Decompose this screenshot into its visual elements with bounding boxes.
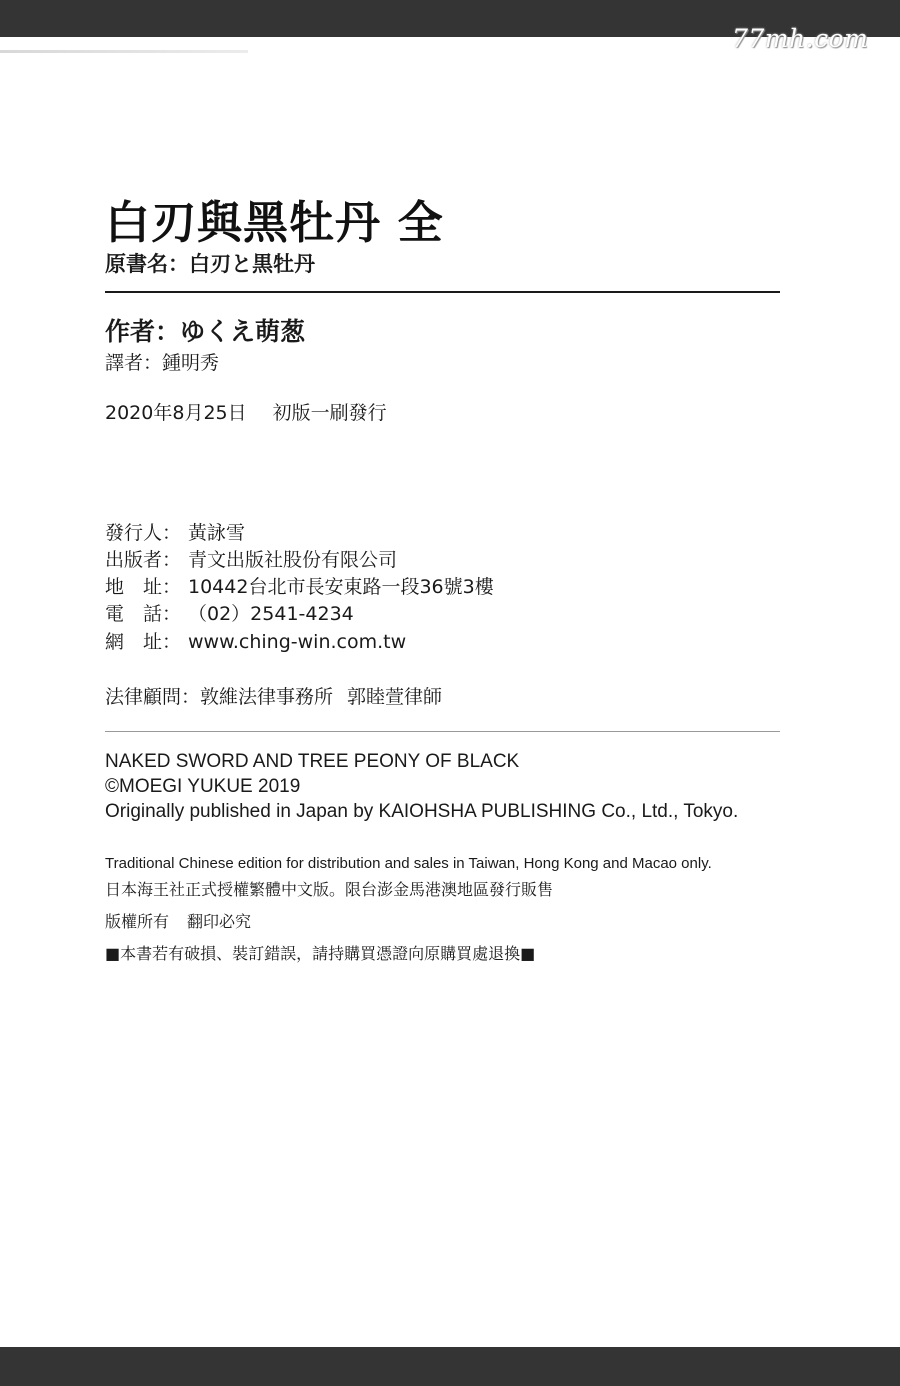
book-title: 白刃與黑牡丹 全 <box>105 196 444 249</box>
rights-reserved: 版權所有 <box>105 912 170 931</box>
section-divider <box>105 731 780 732</box>
legal-counsel-line <box>105 682 442 709</box>
original-title: 原書名：白刃と黒牡丹 <box>105 252 315 276</box>
legal-firm: 敦維法律事務所 <box>200 686 334 708</box>
author-line: 作者：ゆくえ萌葱 <box>105 317 306 346</box>
rights-line <box>105 909 251 932</box>
publisher-row-value: 10442台北市長安東路一段36號3樓 <box>188 576 494 598</box>
page-edge-shadow <box>0 50 248 53</box>
reprint-prohibited: 翻印必究 <box>187 912 252 931</box>
publisher-row-phone <box>105 599 354 626</box>
publisher-row-label: 電 話： <box>105 603 182 625</box>
legal-lawyer: 郭睦萱律師 <box>347 686 443 708</box>
publisher-row-value: （02）2541-4234 <box>188 603 354 625</box>
publisher-row-label: 出版者： <box>105 549 182 571</box>
publisher-row-value: www.ching-win.com.tw <box>188 631 407 653</box>
translator-line: 譯者：鍾明秀 <box>105 352 220 374</box>
title-divider <box>105 291 780 293</box>
publisher-row-address <box>105 572 494 599</box>
publisher-row-issuer <box>105 518 245 545</box>
distribution-english: Traditional Chinese edition for distribution and sales in Taiwan, Hong Kong and Macao only. <box>105 855 712 872</box>
publisher-row-website <box>105 627 406 654</box>
publisher-row-label: 發行人： <box>105 522 182 544</box>
legal-label: 法律顧問： <box>105 686 201 708</box>
copyright-line: ©MOEGI YUKUE 2019 <box>105 776 301 797</box>
publisher-row-value: 黃詠雪 <box>188 522 246 544</box>
publisher-row-label: 網 址： <box>105 631 182 653</box>
watermark: 77mh.com <box>732 24 869 53</box>
bottom-dark-bar <box>0 1347 900 1386</box>
publisher-row-label: 地 址： <box>105 576 182 598</box>
publication-date-line <box>105 398 387 425</box>
distribution-chinese: 日本海王社正式授權繁體中文版。限台澎金馬港澳地區發行販售 <box>105 880 554 899</box>
publisher-row-value: 青文出版社股份有限公司 <box>188 549 398 571</box>
edition-text: 初版一刷發行 <box>272 402 387 424</box>
publisher-row-publisher <box>105 545 397 572</box>
publication-date: 2020年8月25日 <box>105 402 247 424</box>
english-title-line: NAKED SWORD AND TREE PEONY OF BLACK <box>105 751 520 772</box>
original-publisher-line: Originally published in Japan by KAIOHSHA PUBLISHING Co., Ltd., Tokyo. <box>105 801 739 822</box>
return-notice: ■本書若有破損、裝訂錯誤，請持購買憑證向原購買處退換■ <box>105 944 536 963</box>
